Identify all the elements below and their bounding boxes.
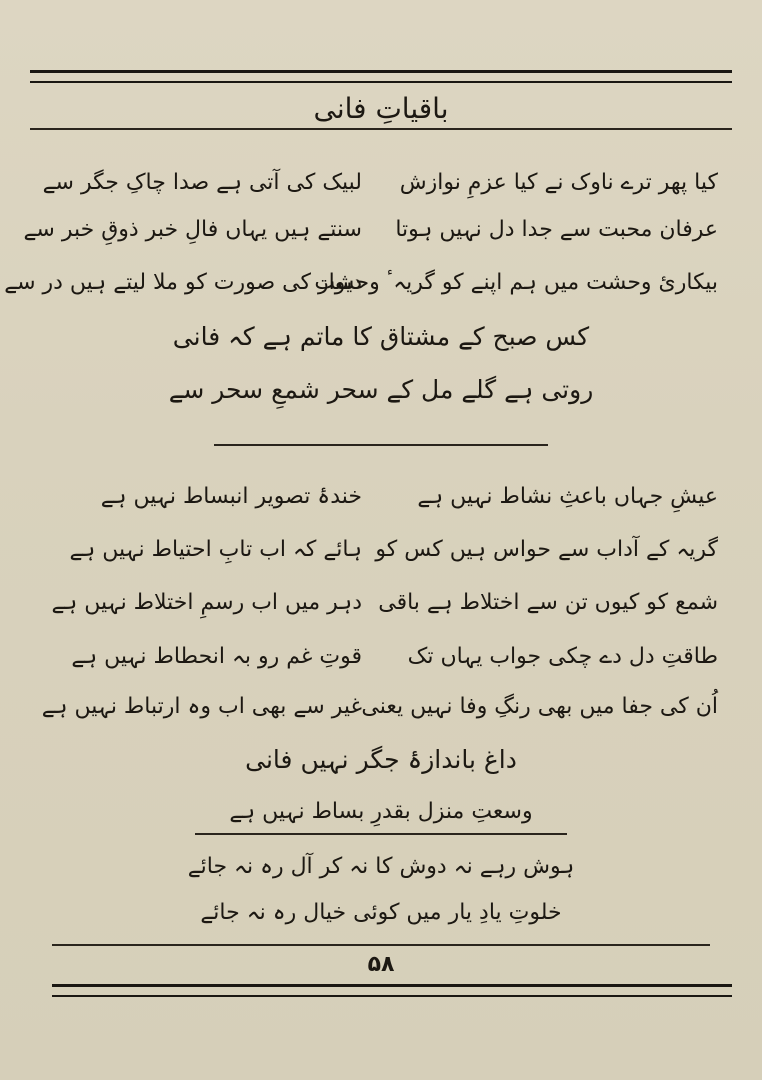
maqta-2-second: وسعتِ منزل بقدرِ بساط نہیں ہے [229, 799, 533, 824]
couplet-1-first: کیا پھر ترے ناوک نے کیا عزمِ نوازش [399, 170, 718, 195]
couplet-4-second: خندۂ تصویر انبساط نہیں ہے [100, 484, 362, 509]
couplet-7-first: طاقتِ دل دے چکی جواب یہاں تک [407, 644, 718, 669]
ghazal-divider [195, 833, 567, 835]
couplet-5-first: گریہ کے آداب سے حواس ہیں کس کو [375, 537, 718, 562]
heading-underline [30, 128, 732, 130]
new-ghazal-first: ہوش رہے نہ دوش کا نہ کر آل رہ نہ جائے [187, 854, 575, 879]
maqta-1-second: روتی ہے گلے مل کے سحر شمعِ سحر سے [168, 375, 594, 404]
couplet-1-second: لبیک کی آتی ہے صدا چاکِ جگر سے [42, 170, 362, 195]
couplet-7-second: قوتِ غم رو بہ انحطاط نہیں ہے [71, 644, 362, 669]
bottom-double-rule [52, 984, 732, 997]
couplet-8-second: غیر سے بھی اب وہ ارتباط نہیں ہے [41, 694, 362, 719]
couplet-6-first: شمع کو کیوں تن سے اختلاط ہے باقی [378, 590, 718, 615]
maqta-2-first: داغ باندازۂ جگر نہیں فانی [245, 745, 517, 774]
couplet-8-first: اُن کی جفا میں بھی رنگِ وفا نہیں یعنی [361, 694, 718, 719]
maqta-1-first: کس صبح کے مشتاق کا ماتم ہے کہ فانی [172, 322, 590, 351]
couplet-2-second: سنتے ہیں یہاں فالِ خبر ذوقِ خبر سے [23, 217, 362, 242]
page-number: ۵۸ [367, 952, 395, 977]
couplet-2-first: عرفان محبت سے جدا دل نہیں ہوتا [395, 217, 718, 242]
new-ghazal-second: خلوتِ یادِ یار میں کوئی خیال رہ نہ جائے [200, 900, 562, 925]
section-divider [214, 444, 548, 446]
couplet-3-second: دیوار کی صورت کو ملا لیتے ہیں در سے [4, 270, 362, 295]
page-heading: باقیاتِ فانی [313, 92, 449, 125]
couplet-4-first: عیشِ جہاں باعثِ نشاط نہیں ہے [417, 484, 718, 509]
top-double-rule [30, 70, 732, 83]
couplet-3-first: بیکاریٔ وحشت میں ہم اپنے کو گریہٴ وحشت [314, 270, 718, 295]
footer-rule [52, 944, 710, 946]
couplet-5-second: ہائے کہ اب تابِ احتیاط نہیں ہے [69, 537, 362, 562]
couplet-6-second: دہر میں اب رسمِ اختلاط نہیں ہے [51, 590, 362, 615]
